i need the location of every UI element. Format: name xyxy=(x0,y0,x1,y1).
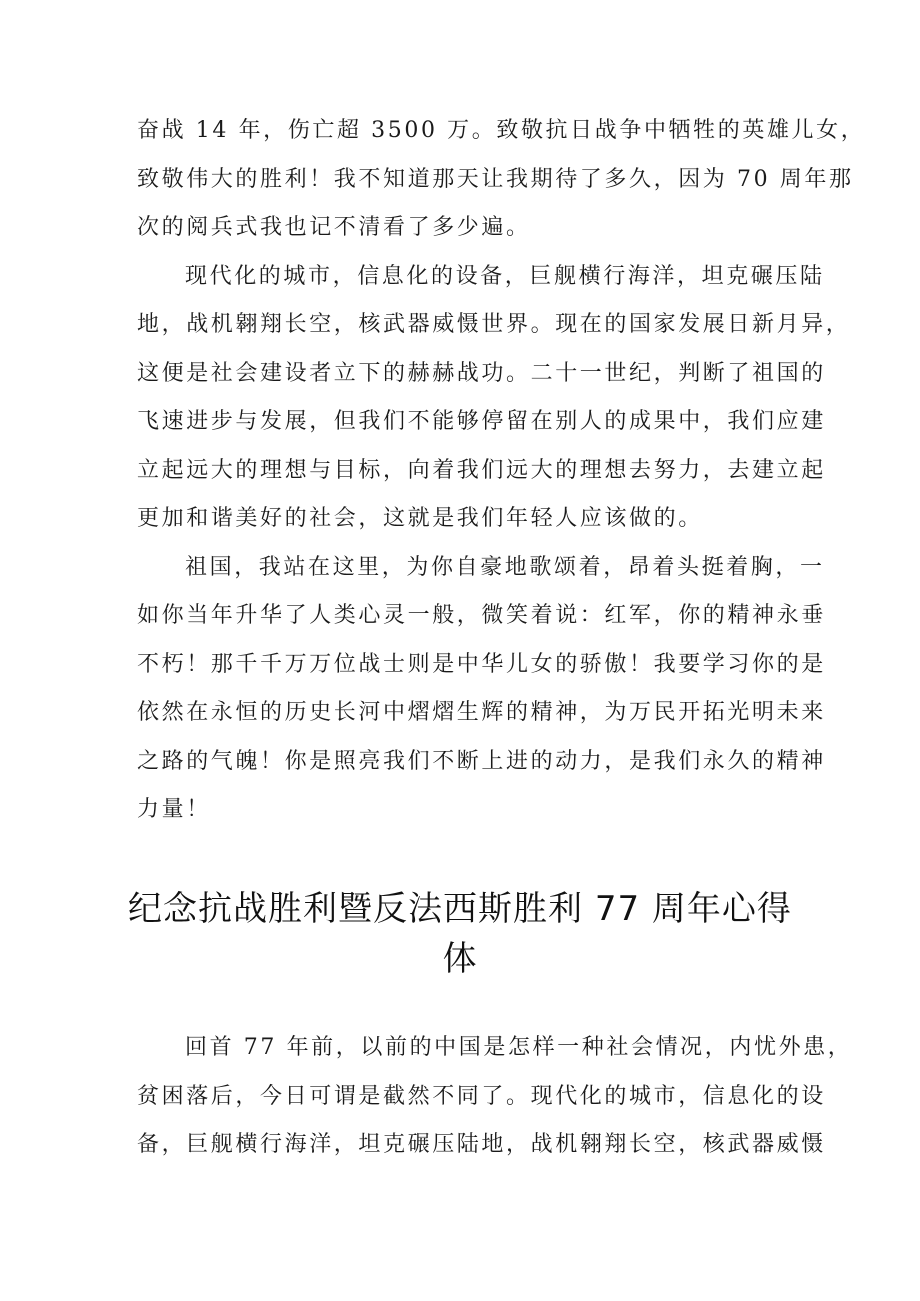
section-2-line-2: 贫困落后，今日可谓是截然不同了。现代化的城市，信息化的设 xyxy=(137,1084,826,1109)
paragraph-1-line-2: 致敬伟大的胜利！我不知道那天让我期待了多久，因为 70 周年那 xyxy=(137,167,854,192)
paragraph-2-line-6: 更加和谐美好的社会，这就是我们年轻人应该做的。 xyxy=(137,506,703,531)
paragraph-3-line-2: 如你当年升华了人类心灵一般，微笑着说：红军，你的精神永垂 xyxy=(137,603,826,628)
paragraph-3-line-3: 不朽！那千千万万位战士则是中华儿女的骄傲！我要学习你的是 xyxy=(137,652,826,677)
section-2-line-3: 备，巨舰横行海洋，坦克碾压陆地，战机翱翔长空，核武器威慑 xyxy=(137,1132,826,1157)
section-heading-line-2: 体 xyxy=(442,939,478,979)
paragraph-3-line-4: 依然在永恒的历史长河中熠熠生辉的精神，为万民开拓光明未来 xyxy=(137,700,826,725)
paragraph-1-line-1: 奋战 14 年，伤亡超 3500 万。致敬抗日战争中牺牲的英雄儿女， xyxy=(137,118,866,143)
section-heading-line-1: 纪念抗战胜利暨反法西斯胜利 77 周年心得 xyxy=(128,889,792,929)
section-2-line-1: 回首 77 年前，以前的中国是怎样一种社会情况，内忧外患， xyxy=(185,1035,853,1060)
paragraph-2-line-3: 这便是社会建设者立下的赫赫战功。二十一世纪，判断了祖国的 xyxy=(137,361,826,386)
paragraph-2-line-1: 现代化的城市，信息化的设备，巨舰横行海洋，坦克碾压陆 xyxy=(185,264,825,289)
paragraph-2-line-4: 飞速进步与发展，但我们不能够停留在别人的成果中，我们应建 xyxy=(137,409,826,434)
paragraph-3-line-6: 力量！ xyxy=(137,797,211,822)
paragraph-2-line-5: 立起远大的理想与目标，向着我们远大的理想去努力，去建立起 xyxy=(137,458,826,483)
paragraph-3-line-5: 之路的气魄！你是照亮我们不断上进的动力，是我们永久的精神 xyxy=(137,749,826,774)
paragraph-2-line-2: 地，战机翱翔长空，核武器威慑世界。现在的国家发展日新月异， xyxy=(137,312,851,337)
paragraph-3-line-1: 祖国，我站在这里，为你自豪地歌颂着，昂着头挺着胸，一 xyxy=(185,555,825,580)
paragraph-1-line-3: 次的阅兵式我也记不清看了多少遍。 xyxy=(137,215,531,240)
